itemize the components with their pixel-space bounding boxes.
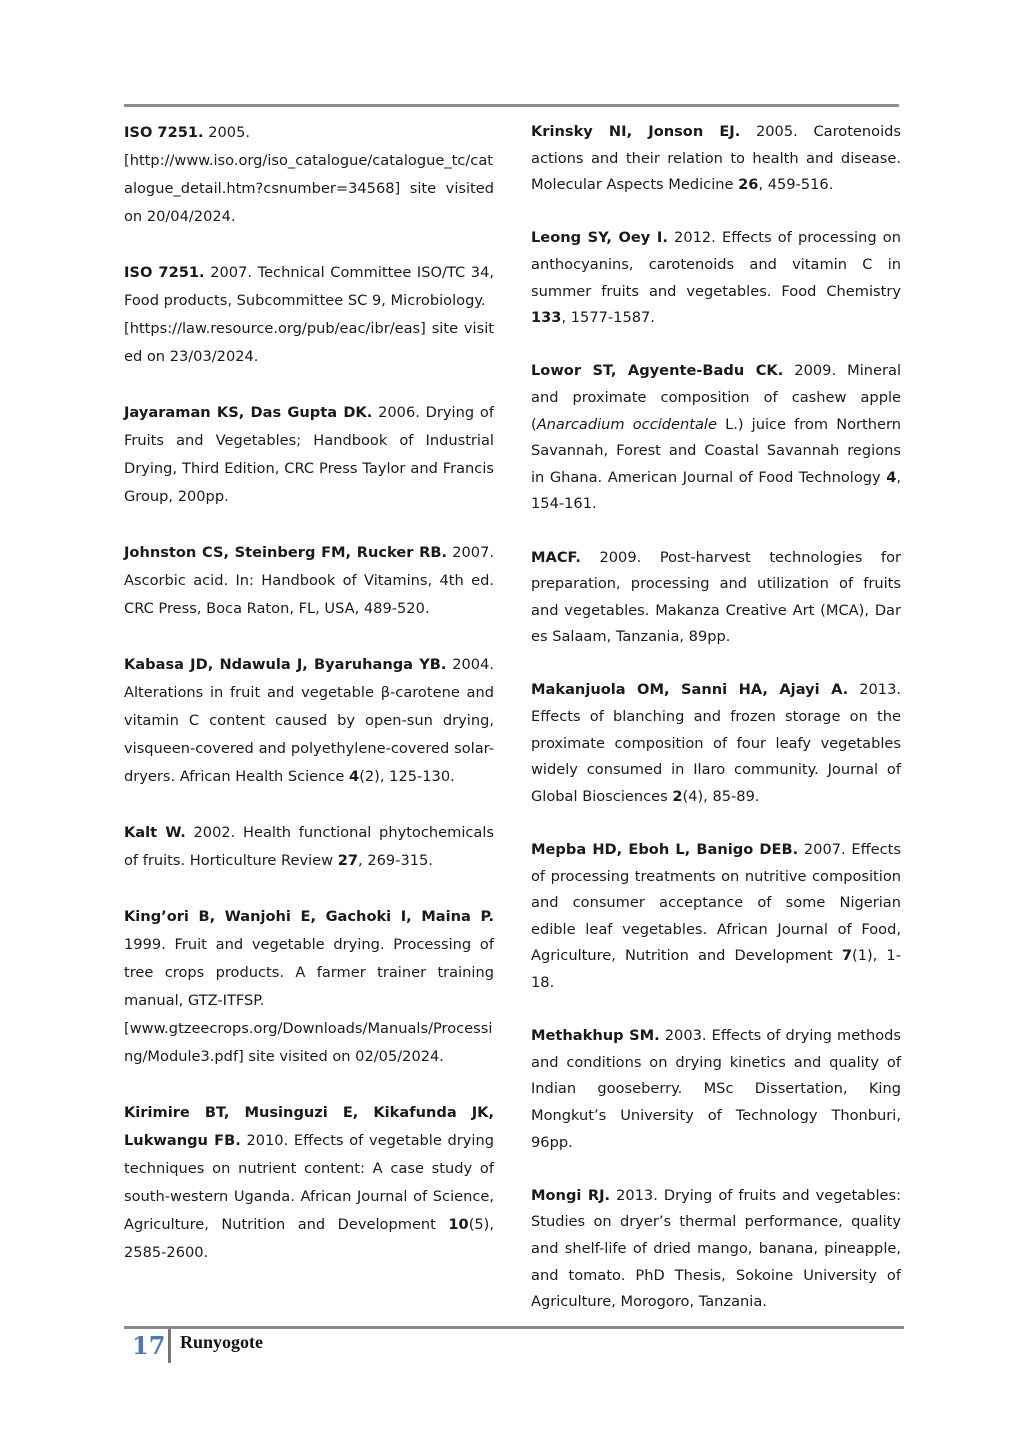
reference-volume: 7 [841,947,853,965]
reference-volume: 133 [531,309,562,327]
reference-authors: Makanjuola OM, Sanni HA, Ajayi A. [531,681,849,699]
references-column-left [124,119,494,1295]
reference-text: 2009. Mineral and proximate composition of cashew apple ( [531,362,902,433]
reference-entry [124,819,494,875]
reference-text: 2005. Carotenoids actions and their relation to health and disease. Molecular Aspects Medicine [531,123,902,194]
reference-entry [124,1099,494,1267]
reference-entry [124,119,494,231]
reference-text: 2007. Technical Committee ISO/TC 34, Food products, Subcommittee SC 9, Microbiology. [124,264,495,309]
reference-volume: 4 [886,468,897,486]
reference-volume: 2 [672,787,683,805]
reference-entry [124,399,494,511]
reference-entry [531,358,901,518]
reference-authors: Leong SY, Oey I. [531,229,668,247]
reference-text: L.) juice from Northern Savannah, Forest and Coastal Savannah regions in Ghana. American Journal of Food Technology [531,415,901,486]
reference-entry [531,1183,901,1316]
reference-text: 2009. Post-harvest technologies for preparation, processing and utilization of fruits and vegetables. Makanza Creative Art (MCA), Dar es Salaam, Tanzania, 89pp. [531,548,901,646]
reference-text: 2002. Health functional phytochemicals of fruits. Horticulture Review [124,824,494,869]
reference-authors: ISO 7251. [124,124,204,141]
reference-text: 1999. Fruit and vegetable drying. Processing of tree crops products. A farmer trainer training manual, GTZ-ITFSP. [124,936,494,1009]
reference-text: 2007. Ascorbic acid. In: Handbook of Vitamins, 4th ed. CRC Press, Boca Raton, FL, USA, 489-520. [124,544,494,617]
reference-text: 2010. Effects of vegetable drying techniques on nutrient content: A case study of south-western Uganda. African Journal of Science, Agriculture, Nutrition and Development [124,1132,494,1233]
reference-entry [531,545,901,651]
reference-authors: Mongi RJ. [531,1186,611,1204]
reference-text: 2005. [203,124,251,141]
reference-pages: (4), 85-89. [682,787,760,805]
reference-entry [531,225,901,331]
reference-pages: (1), 1-18. [531,947,901,991]
reference-authors: Kabasa JD, Ndawula J, Byaruhanga YB. [124,656,447,673]
reference-url: [http://www.iso.org/iso_catalogue/catalogue_tc/catalogue_detail.htm?csnumber=34568] site visited on 20/04/2024. [124,152,494,225]
reference-pages: (2), 125-130. [359,768,455,785]
reference-authors: Johnston CS, Steinberg FM, Rucker RB. [124,544,447,561]
reference-entry [531,1023,901,1156]
reference-entry [124,651,494,791]
reference-text: 2012. Effects of processing on anthocyanins, carotenoids and vitamin C in summer fruits and vegetables. Food Chemistry [531,229,901,300]
reference-authors: Methakhup SM. [531,1027,660,1045]
reference-text: 2007. Effects of processing treatments on nutritive composition and consumer acceptance of some Nigerian edible leaf vegetables. African Journal of Food, Agriculture, Nutrition and Development [531,841,901,965]
reference-authors: Krinsky NI, Jonson EJ. [531,123,741,140]
reference-authors: Lowor ST, Agyente-Badu CK. [531,362,784,380]
reference-authors: King’ori B, Wanjohi E, Gachoki I, Maina P. [124,908,494,925]
reference-volume: 26 [738,176,759,194]
species-name: Anarcadium occidentale [536,415,717,433]
reference-volume: 27 [337,852,359,869]
reference-authors: Kalt W. [124,824,186,841]
page-number: 17 [132,1331,166,1360]
header-rule [124,104,899,107]
reference-entry [124,539,494,623]
reference-pages: , 269-315. [358,852,433,869]
references-column-right [531,119,901,1342]
reference-url: [https://law.resource.org/pub/eac/ibr/eas] site visited on 23/03/2024. [124,320,494,365]
reference-authors: Jayaraman KS, Das Gupta DK. [124,404,373,421]
running-footer-author: Runyogote [180,1332,264,1352]
reference-entry [531,119,901,199]
reference-text: 2004. Alterations in fruit and vegetable β-carotene and vitamin C content caused by open-sun drying, visqueen-covered and polyethylene-covered solar-dryers. African Health Science [124,656,494,785]
reference-volume: 10 [448,1216,469,1233]
reference-entry [124,903,494,1071]
reference-entry [124,259,494,371]
reference-pages: , 154-161. [531,468,901,513]
reference-entry [531,837,901,997]
reference-text: 2013. Drying of fruits and vegetables: Studies on dryer’s thermal performance, quality and shelf-life of dried mango, banana, pineapple, and tomato. PhD Thesis, Sokoine University of Agriculture, Morogoro, Tanzania. [531,1186,901,1311]
reference-authors: ISO 7251. [124,264,205,281]
reference-volume: 4 [349,768,360,785]
reference-authors: Mepba HD, Eboh L, Banigo DEB. [531,841,799,859]
reference-authors: Kirimire BT, Musinguzi E, Kikafunda JK, Lukwangu FB. [124,1104,494,1149]
reference-pages: , 459-516. [758,176,834,194]
reference-text: 2003. Effects of drying methods and conditions on drying kinetics and quality of Indian gooseberry. MSc Dissertation, King Mongkut’s University of Technology Thonburi, 96pp. [531,1027,901,1151]
reference-text: 2013. Effects of blanching and frozen storage on the proximate composition of four leafy vegetables widely consumed in Ilaro community. Journal of Global Biosciences [531,681,901,805]
footer-divider [168,1329,171,1363]
reference-pages: (5), 2585-2600. [124,1216,494,1261]
reference-pages: , 1577-1587. [561,309,655,327]
reference-text: 2006. Drying of Fruits and Vegetables; Handbook of Industrial Drying, Third Edition, CRC Press Taylor and Francis Group, 200pp. [124,404,494,505]
footer-rule [124,1326,904,1329]
reference-authors: MACF. [531,548,581,566]
reference-entry [531,677,901,810]
reference-url: [www.gtzeecrops.org/Downloads/Manuals/Processing/Module3.pdf] site visited on 02/05/2024. [124,1020,493,1065]
